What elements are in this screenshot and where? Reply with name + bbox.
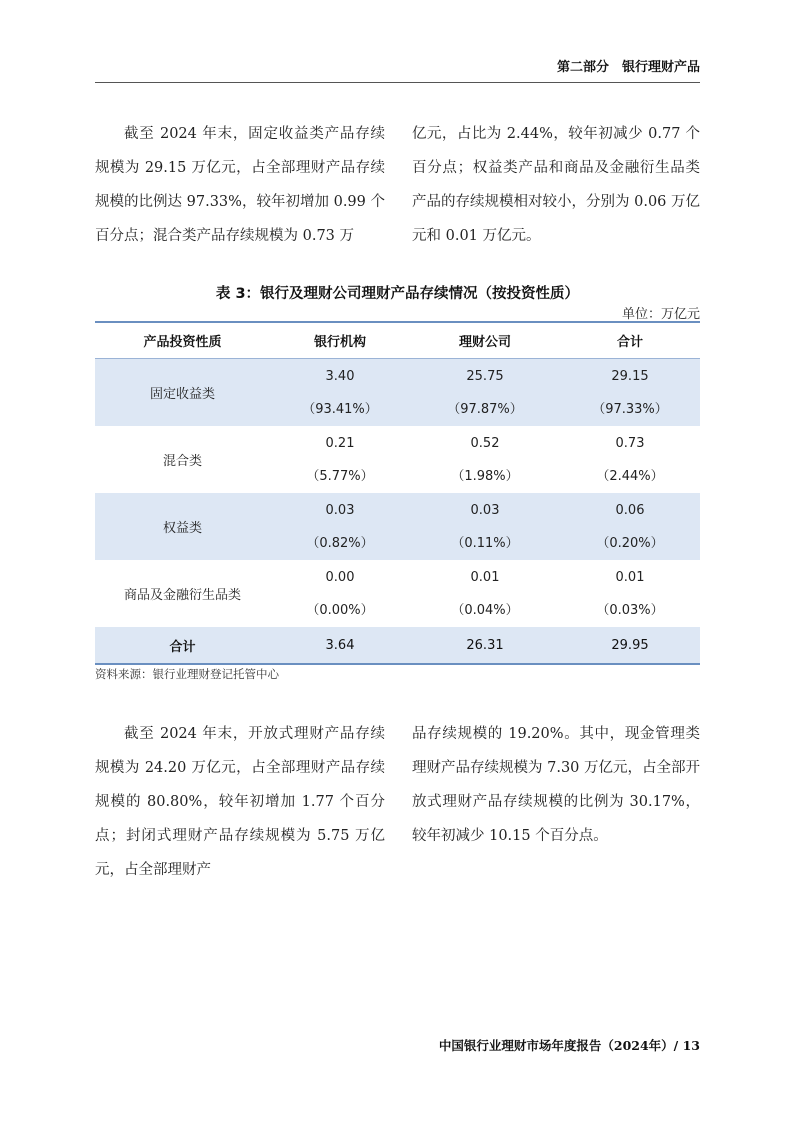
percent: （97.87%）: [447, 401, 523, 417]
total-label: 合计: [169, 639, 196, 655]
percent: （93.41%）: [302, 401, 378, 417]
percent: （1.98%）: [451, 468, 519, 484]
table-row: [95, 493, 700, 560]
paragraph-open-ended-cont: 品存续规模的 19.20%。其中，现金管理类理财产品存续规模为 7.30 万亿元，占全部开放式理财产品存续规模的比例为 30.17%，较年初减少 10.15 个百分点。: [412, 726, 701, 844]
row-label: 固定收益类: [149, 387, 215, 402]
paragraph-fixed-income-cont: 亿元，占比为 2.44%，较年初减少 0.77 个百分点；权益类产品和商品及金融衍生品类产品的存续规模相对较小，分别为 0.06 万亿元和 0.01 万亿元。: [412, 126, 701, 244]
row-label: 混合类: [162, 454, 202, 469]
table-row: [95, 560, 700, 627]
percent: （2.44%）: [596, 468, 664, 484]
row-label: 商品及金融衍生品类: [123, 588, 241, 603]
percent: （0.82%）: [306, 535, 374, 551]
paragraph-open-ended: 截至 2024 年末，开放式理财产品存续规模为 24.20 万亿元，占全部理财产品存续规模的 80.80%，较年初增加 1.77 个百分点；封闭式理财产品存续规模为 5.75 万亿元，占全部理财产: [95, 726, 385, 878]
value: 0.01: [470, 569, 500, 585]
cell-wmc: [410, 359, 560, 426]
percent: （0.04%）: [451, 602, 519, 618]
value: 0.00: [325, 569, 355, 585]
header-divider: [95, 82, 700, 83]
percent: （0.11%）: [451, 535, 519, 551]
cell-total: [560, 359, 700, 426]
cell-total: [560, 493, 700, 560]
value: 0.03: [470, 502, 500, 518]
table-row: [95, 426, 700, 493]
cell-bank: [270, 560, 410, 627]
table-total-row: [95, 627, 700, 663]
percent: （0.00%）: [306, 602, 374, 618]
value: 0.06: [615, 502, 645, 518]
value: 25.75: [466, 368, 504, 384]
running-header: 第二部分 银行理财产品: [556, 60, 700, 75]
value: 0.73: [615, 435, 645, 451]
value: 29.15: [611, 368, 649, 384]
percent: （0.03%）: [596, 602, 664, 618]
value: 0.03: [325, 502, 355, 518]
total-bank: 3.64: [325, 637, 355, 653]
header-cell-type: 产品投资性质: [143, 335, 222, 350]
percent: （5.77%）: [306, 468, 374, 484]
products-table: [95, 321, 700, 665]
cell-wmc: [410, 493, 560, 560]
table-source: 资料来源：银行业理财登记托管中心: [95, 667, 279, 681]
table-unit: 单位：万亿元: [621, 307, 700, 322]
percent: （0.20%）: [596, 535, 664, 551]
page-footer: 中国银行业理财市场年度报告（2024年）/ 13: [438, 1038, 700, 1053]
header-cell-total: 合计: [616, 335, 643, 350]
cell-bank: [270, 426, 410, 493]
cell-wmc: [410, 560, 560, 627]
total-wmc: 26.31: [466, 637, 504, 653]
cell-wmc: [410, 426, 560, 493]
cell-bank: [270, 493, 410, 560]
value: 0.01: [615, 569, 645, 585]
value: 3.40: [325, 368, 355, 384]
table-row: [95, 359, 700, 426]
cell-bank: [270, 359, 410, 426]
row-label: 权益类: [162, 521, 202, 536]
total-all: 29.95: [611, 637, 649, 653]
header-cell-wmc: 理财公司: [458, 335, 511, 350]
percent: （97.33%）: [592, 401, 668, 417]
table-title: 表 3：银行及理财公司理财产品存续情况（按投资性质）: [215, 286, 580, 302]
table-header-row: [95, 323, 700, 359]
value: 0.52: [470, 435, 500, 451]
value: 0.21: [325, 435, 355, 451]
cell-total: [560, 426, 700, 493]
header-cell-bank: 银行机构: [313, 335, 366, 350]
paragraph-fixed-income: 截至 2024 年末，固定收益类产品存续规模为 29.15 万亿元，占全部理财产品存续规模的比例达 97.33%，较年初增加 0.99 个百分点；混合类产品存续规模为 0.73 万: [95, 126, 385, 244]
cell-total: [560, 560, 700, 627]
